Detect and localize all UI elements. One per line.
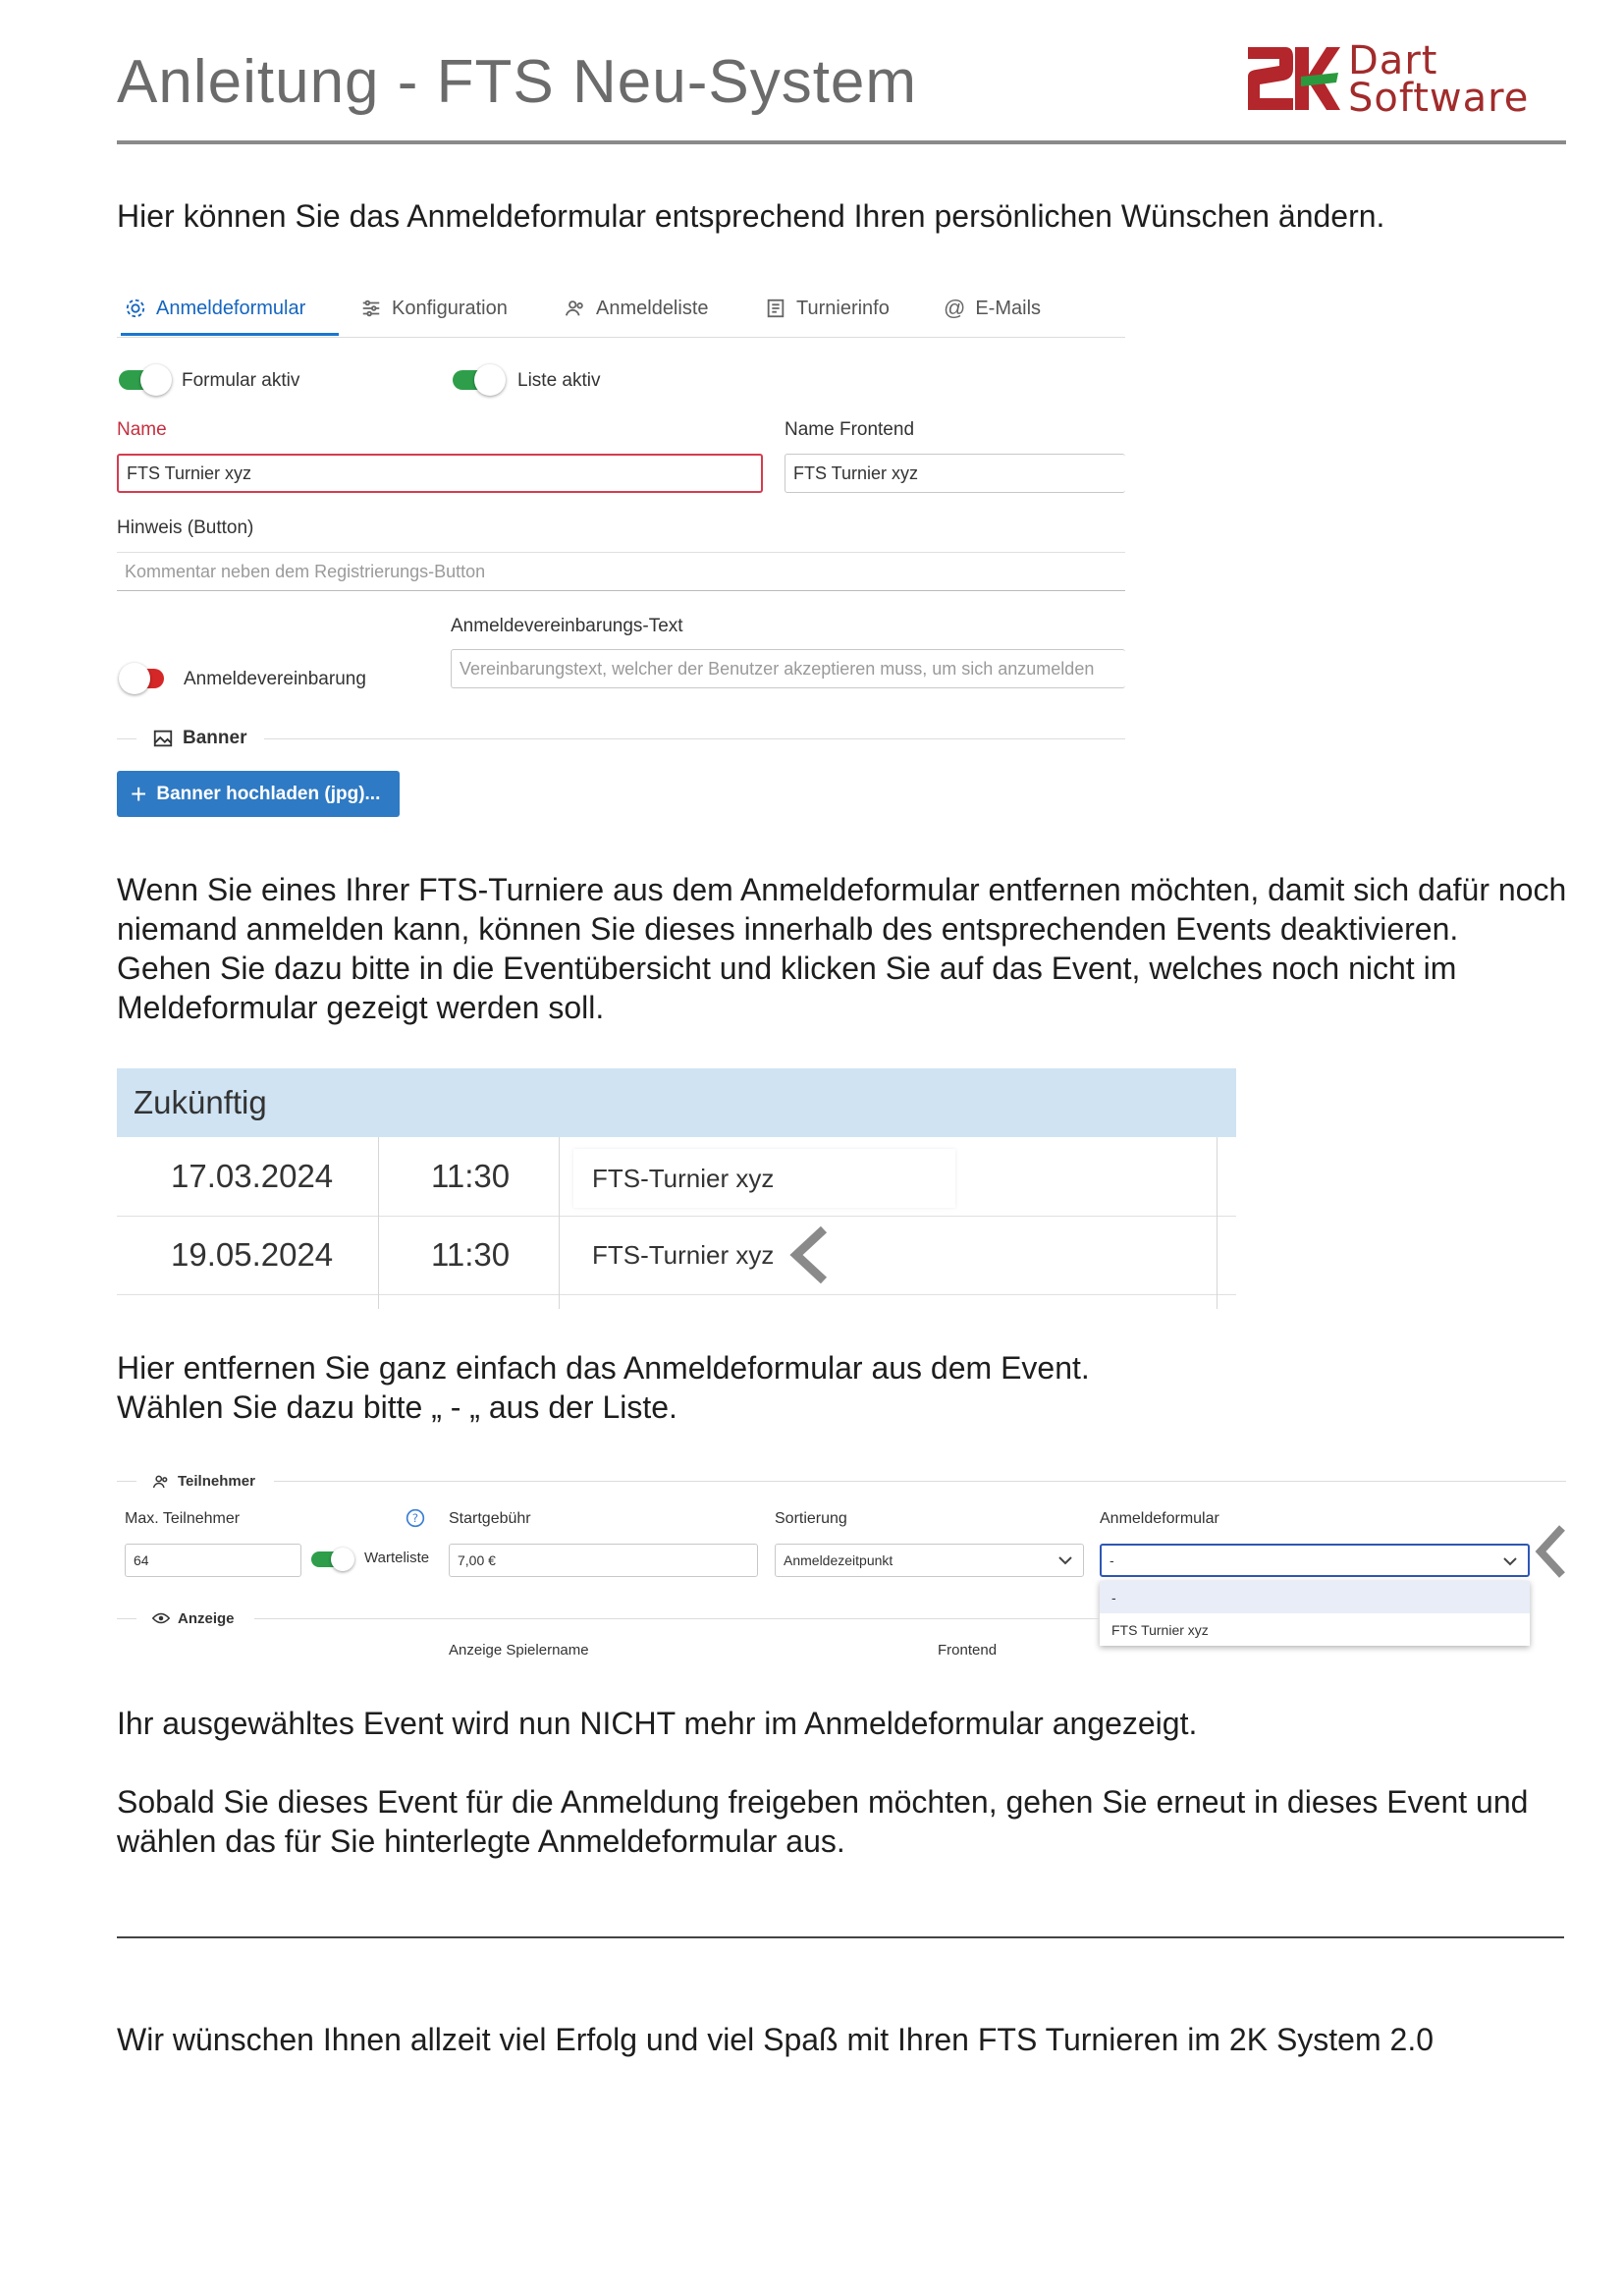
tab-anmeldeformular[interactable] (125, 294, 305, 323)
sort-select[interactable] (775, 1544, 1084, 1577)
logo-text-software: Software (1348, 76, 1530, 121)
help-icon[interactable] (406, 1508, 425, 1528)
svg-text:?: ? (411, 1511, 419, 1526)
tab-anmeldeliste[interactable] (565, 294, 709, 323)
footer-divider (117, 1936, 1564, 1938)
liste-aktiv-label: Liste aktiv (517, 370, 601, 391)
tab-label: Konfiguration (392, 297, 508, 319)
paragraph-line: Sobald Sie dieses Event für die Anmeldung freigeben möchten, gehen Sie erneut in dieses Event und (117, 1784, 1529, 1820)
document-icon (765, 298, 786, 319)
banner-divider-left (117, 738, 136, 739)
dropdown-option[interactable]: FTS Turnier xyz (1111, 1621, 1209, 1638)
column-divider (1217, 1137, 1218, 1309)
at-icon: @ (944, 296, 966, 320)
header-divider (117, 140, 1566, 144)
tab-turnierinfo[interactable] (765, 294, 890, 323)
form-label: Anmeldeformular (1100, 1510, 1219, 1527)
column-divider (559, 1137, 560, 1309)
event-time: 11:30 (431, 1158, 511, 1194)
form-dropdown-menu (1100, 1581, 1530, 1646)
form-screenshot (117, 280, 1125, 830)
participants-divider-right (274, 1481, 1566, 1482)
paragraph-line: Gehen Sie dazu bitte in die Eventübersicht und klicken Sie auf das Event, welches noch nicht im (117, 951, 1457, 986)
tab-label: E-Mails (975, 297, 1042, 319)
max-participants-input[interactable]: 64 (125, 1544, 301, 1577)
name-label: Name (117, 419, 167, 440)
display-player-name-label: Anzeige Spielername (449, 1642, 589, 1659)
gear-icon (125, 298, 146, 319)
banner-divider-right (264, 738, 1125, 739)
paragraph-line: niemand anmelden kann, können Sie dieses innerhalb des entsprechenden Events deaktivieren. (117, 911, 1459, 947)
name-frontend-label: Name Frontend (785, 419, 915, 440)
anmeldevereinbarung-label: Anmeldevereinbarung (184, 669, 366, 689)
formular-aktiv-label: Formular aktiv (182, 370, 300, 391)
event-date: 17.03.2024 (171, 1158, 334, 1194)
form-select-value: - (1110, 1552, 1114, 1568)
tab-konfiguration[interactable] (360, 294, 508, 323)
agreement-text-label: Anmeldevereinbarungs-Text (451, 616, 683, 636)
company-logo (1242, 38, 1566, 121)
waitlist-label: Warteliste (364, 1550, 430, 1566)
arrow-pointer-icon (785, 1225, 834, 1284)
paragraph-line: Wählen Sie dazu bitte „ - „ aus der Liste. (117, 1389, 677, 1425)
hint-label: Hinweis (Button) (117, 517, 254, 538)
display-divider-left (117, 1618, 136, 1619)
sort-value: Anmeldezeitpunkt (784, 1552, 893, 1568)
events-screenshot (117, 1068, 1236, 1309)
event-name: FTS-Turnier xyz (573, 1149, 955, 1208)
frontend-label: Frontend (938, 1642, 998, 1659)
events-section-title: Zukünftig (117, 1068, 1236, 1137)
upload-banner-label: Banner hochladen (jpg)... (156, 783, 381, 804)
tab-e-mails[interactable] (944, 294, 1041, 323)
event-time: 11:30 (431, 1236, 511, 1273)
max-participants-label: Max. Teilnehmer (125, 1510, 241, 1527)
plus-icon: + (131, 778, 147, 809)
tab-label: Anmeldeformular (156, 297, 306, 319)
intro-paragraph: Hier können Sie das Anmeldeformular entsprechend Ihren persönlichen Wünschen ändern. (117, 198, 1385, 234)
participants-divider-left (117, 1481, 136, 1482)
display-divider-right (254, 1618, 1099, 1619)
page-title: Anleitung - FTS Neu-System (117, 48, 918, 116)
hint-input[interactable] (117, 552, 1125, 591)
image-icon (152, 728, 174, 749)
chevron-down-icon (1502, 1555, 1518, 1567)
closing-paragraph: Wir wünschen Ihnen allzeit viel Erfolg und viel Spaß mit Ihren FTS Turnieren im 2K System 2.0 (117, 2022, 1434, 2057)
logo-text-dart: Dart (1348, 38, 1438, 83)
users-icon (152, 1473, 170, 1491)
tab-label: Turnierinfo (796, 297, 890, 319)
tab-bar (117, 280, 1125, 338)
display-section-label: Anzeige (178, 1610, 235, 1627)
table-row[interactable] (117, 1216, 1236, 1295)
paragraph-line: Meldeformular gezeigt werden soll. (117, 990, 605, 1025)
paragraph-line: Wenn Sie eines Ihrer FTS-Turniere aus dem Anmeldeformular entfernen möchten, damit sich dafür noch (117, 872, 1567, 907)
eye-icon (152, 1611, 170, 1625)
waitlist-toggle[interactable] (311, 1551, 345, 1567)
participants-section-label: Teilnehmer (178, 1473, 255, 1490)
event-name: FTS-Turnier xyz (592, 1239, 775, 1270)
event-settings-screenshot (117, 1471, 1566, 1667)
chevron-down-icon (1057, 1554, 1073, 1566)
anmeldevereinbarung-toggle[interactable] (123, 669, 164, 688)
name-input[interactable]: FTS Turnier xyz (117, 454, 763, 493)
name-frontend-input[interactable]: FTS Turnier xyz (785, 454, 1125, 493)
upload-banner-button[interactable] (117, 771, 400, 817)
agreement-text-input[interactable] (451, 649, 1125, 688)
agreement-text-placeholder: Vereinbarungstext, welcher der Benutzer akzeptieren muss, um sich anzumelden (460, 658, 1095, 679)
event-date: 19.05.2024 (171, 1236, 334, 1273)
paragraph-line: Hier entfernen Sie ganz einfach das Anmeldeformular aus dem Event. (117, 1350, 1090, 1386)
entry-fee-label: Startgebühr (449, 1510, 531, 1527)
tab-label: Anmeldeliste (596, 297, 709, 319)
sliders-icon (360, 298, 382, 319)
column-divider (378, 1137, 379, 1309)
hint-placeholder: Kommentar neben dem Registrierungs-Button (125, 561, 486, 581)
arrow-pointer-icon (1531, 1522, 1566, 1581)
users-icon (565, 298, 586, 319)
entry-fee-input[interactable]: 7,00 € (449, 1544, 758, 1577)
form-select[interactable] (1100, 1544, 1530, 1577)
sort-label: Sortierung (775, 1510, 847, 1527)
paragraph-line: wählen das für Sie hinterlegte Anmeldeformular aus. (117, 1823, 845, 1859)
formular-aktiv-toggle[interactable] (119, 370, 160, 390)
table-row[interactable] (117, 1137, 1236, 1217)
active-tab-indicator (121, 333, 339, 336)
paragraph-line: Ihr ausgewähltes Event wird nun NICHT mehr im Anmeldeformular angezeigt. (117, 1706, 1198, 1741)
dropdown-option[interactable]: - (1100, 1581, 1530, 1613)
liste-aktiv-toggle[interactable] (453, 370, 494, 390)
banner-label: Banner (183, 728, 247, 748)
2k-logo-icon (1242, 39, 1340, 118)
